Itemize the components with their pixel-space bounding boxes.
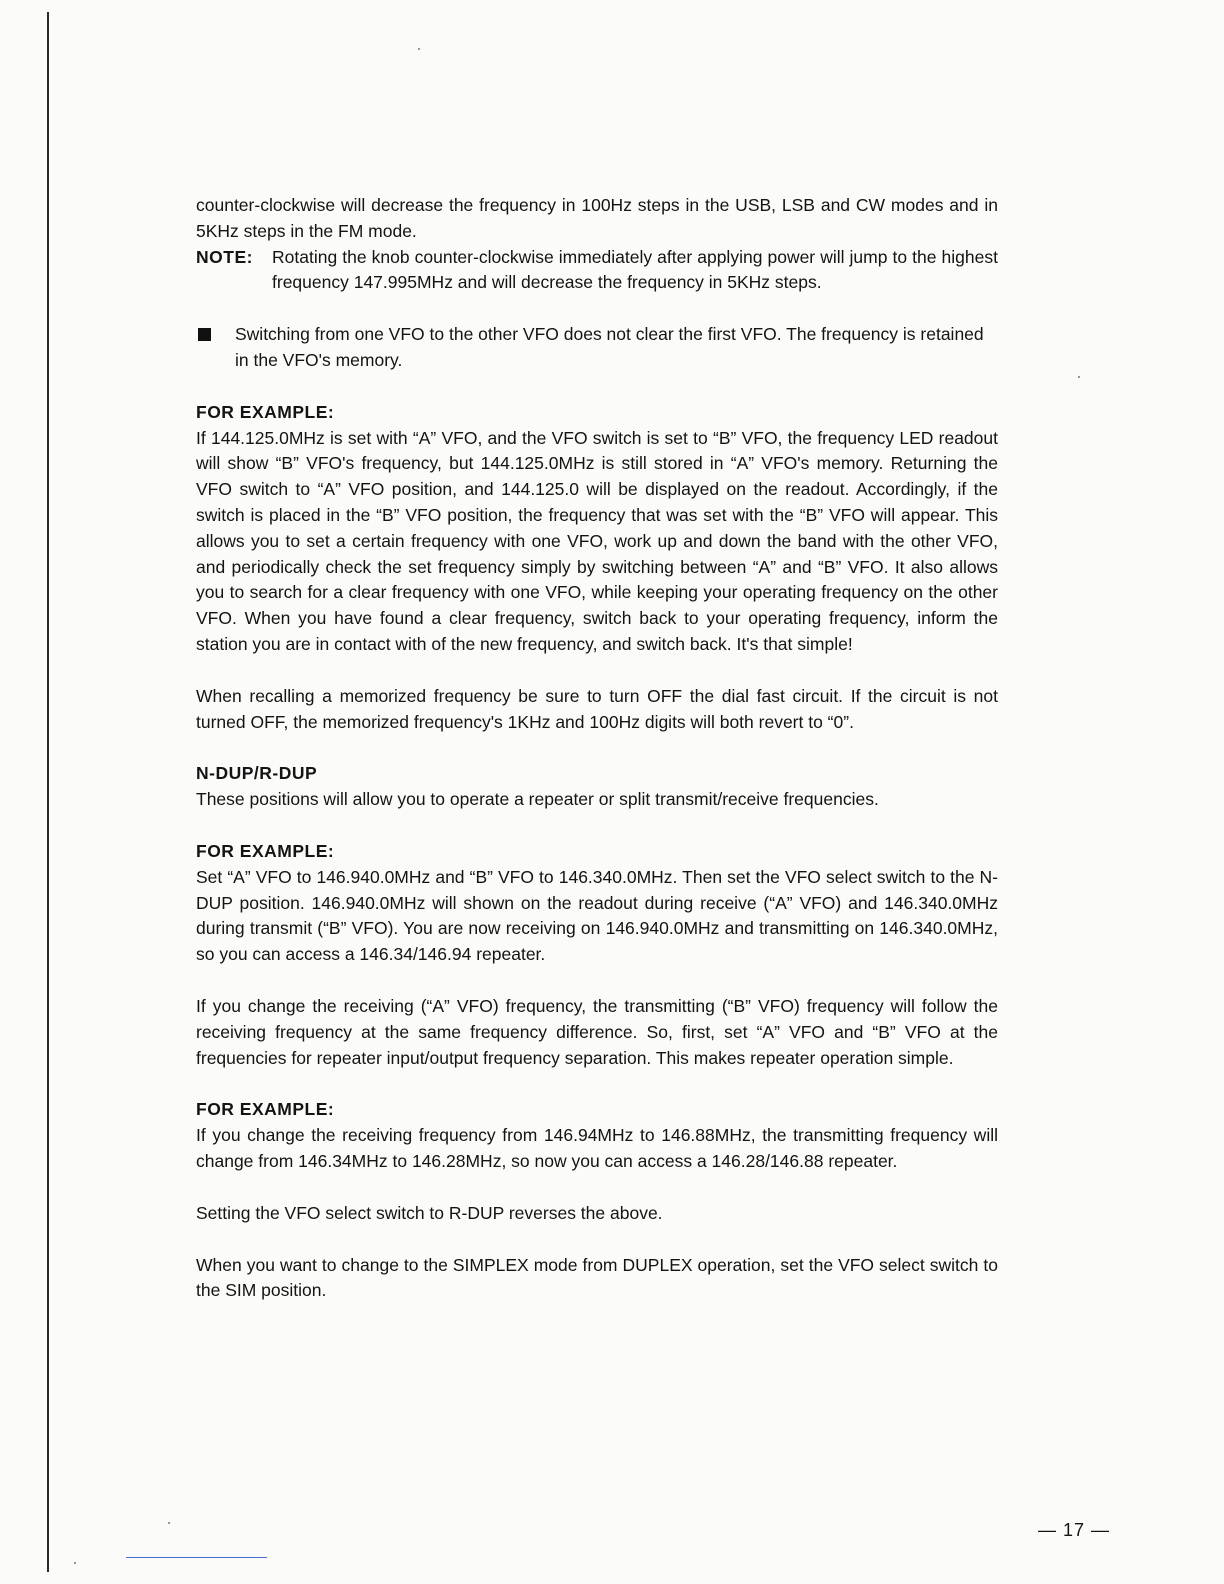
paragraph-simplex: When you want to change to the SIMPLEX mode from DUPLEX operation, set the VFO select switch to the SIM position. <box>196 1254 998 1301</box>
paragraph-recall: When recalling a memorized frequency be sure to turn OFF the dial fast circuit. If the circuit is not turned OFF, the memorized frequency's 1KHz and 100Hz digits will both revert to “0”. <box>196 685 998 732</box>
ndup-heading: N-DUP/R-DUP <box>196 763 318 784</box>
scan-speck <box>418 48 420 50</box>
scan-speck <box>168 1522 170 1524</box>
paragraph-intro: counter-clockwise will decrease the frequency in 100Hz steps in the USB, LSB and CW modes and in 5KHz steps in the FM mode. <box>196 195 998 241</box>
note-text: Rotating the knob counter-clockwise immediately after applying power will jump to the highest frequency 147.995MHz and will decrease the frequency in 5KHz steps. <box>272 246 998 293</box>
note-label: NOTE: <box>196 246 253 267</box>
binding-line <box>47 12 49 1572</box>
example-2-text: Set “A” VFO to 146.940.0MHz and “B” VFO to 146.340.0MHz. Then set the VFO select switch to the N-DUP position. 146.940.0MHz will shown on the readout during receive (“A” VFO) and 146.340.0MHz during transmit (“B” VFO). You are now receiving on 146.940.0MHz and transmitting on 146.340.0MHz, so you can access a 146.34/146.94 repeater. <box>196 866 998 965</box>
example-2-heading: FOR EXAMPLE: <box>196 840 335 861</box>
bottom-rule <box>126 1557 267 1558</box>
example-1-text: If 144.125.0MHz is set with “A” VFO, and the VFO switch is set to “B” VFO, the frequency LED readout will show “B” VFO's frequency, but 144.125.0MHz is still stored in “A” VFO's memory. Returning the VFO switch to “A” VFO position, and 144.125.0 will be displayed on the readout. Accordingly, if the switch is placed in the “B” VFO position, the frequency that was set with the “B” VFO will appear. This allows you to set a certain frequency with one VFO, work up and down the band with the other VFO, and periodically check the set frequency simply by switching between “A” and “B” VFO. It also allows you to search for a clear frequency with one VFO, while keeping your operating frequency on the other VFO. When you have found a clear frequency, switch back to your operating frequency, inform the station you are in contact with of the new frequency, and switch back. It's that simple! <box>196 427 998 654</box>
paragraph-change: If you change the receiving (“A” VFO) frequency, the transmitting (“B” VFO) frequency will follow the receiving frequency at the same frequency difference. So, first, set “A” VFO and “B” VFO at the frequencies for repeater input/output frequency separation. This makes repeater operation simple. <box>196 995 998 1068</box>
ndup-text: These positions will allow you to operate a repeater or split transmit/receive frequencies. <box>196 789 879 810</box>
page-content <box>196 193 998 1304</box>
example-3-heading: FOR EXAMPLE: <box>196 1099 335 1120</box>
bullet-text: Switching from one VFO to the other VFO does not clear the first VFO. The frequency is retained in the VFO's memory. <box>235 324 984 370</box>
scan-speck <box>1078 376 1080 378</box>
bullet-item <box>196 322 998 374</box>
note-block <box>196 245 998 297</box>
example-3-text: If you change the receiving frequency from 146.94MHz to 146.88MHz, the transmitting frequency will change from 146.34MHz to 146.28MHz, so now you can access a 146.28/146.88 repeater. <box>196 1125 998 1171</box>
square-bullet-icon <box>198 328 211 341</box>
scan-speck <box>74 1562 76 1564</box>
example-1-heading: FOR EXAMPLE: <box>196 401 335 422</box>
paragraph-rdup: Setting the VFO select switch to R-DUP reverses the above. <box>196 1202 663 1223</box>
page-number: — 17 — <box>1038 1520 1111 1540</box>
